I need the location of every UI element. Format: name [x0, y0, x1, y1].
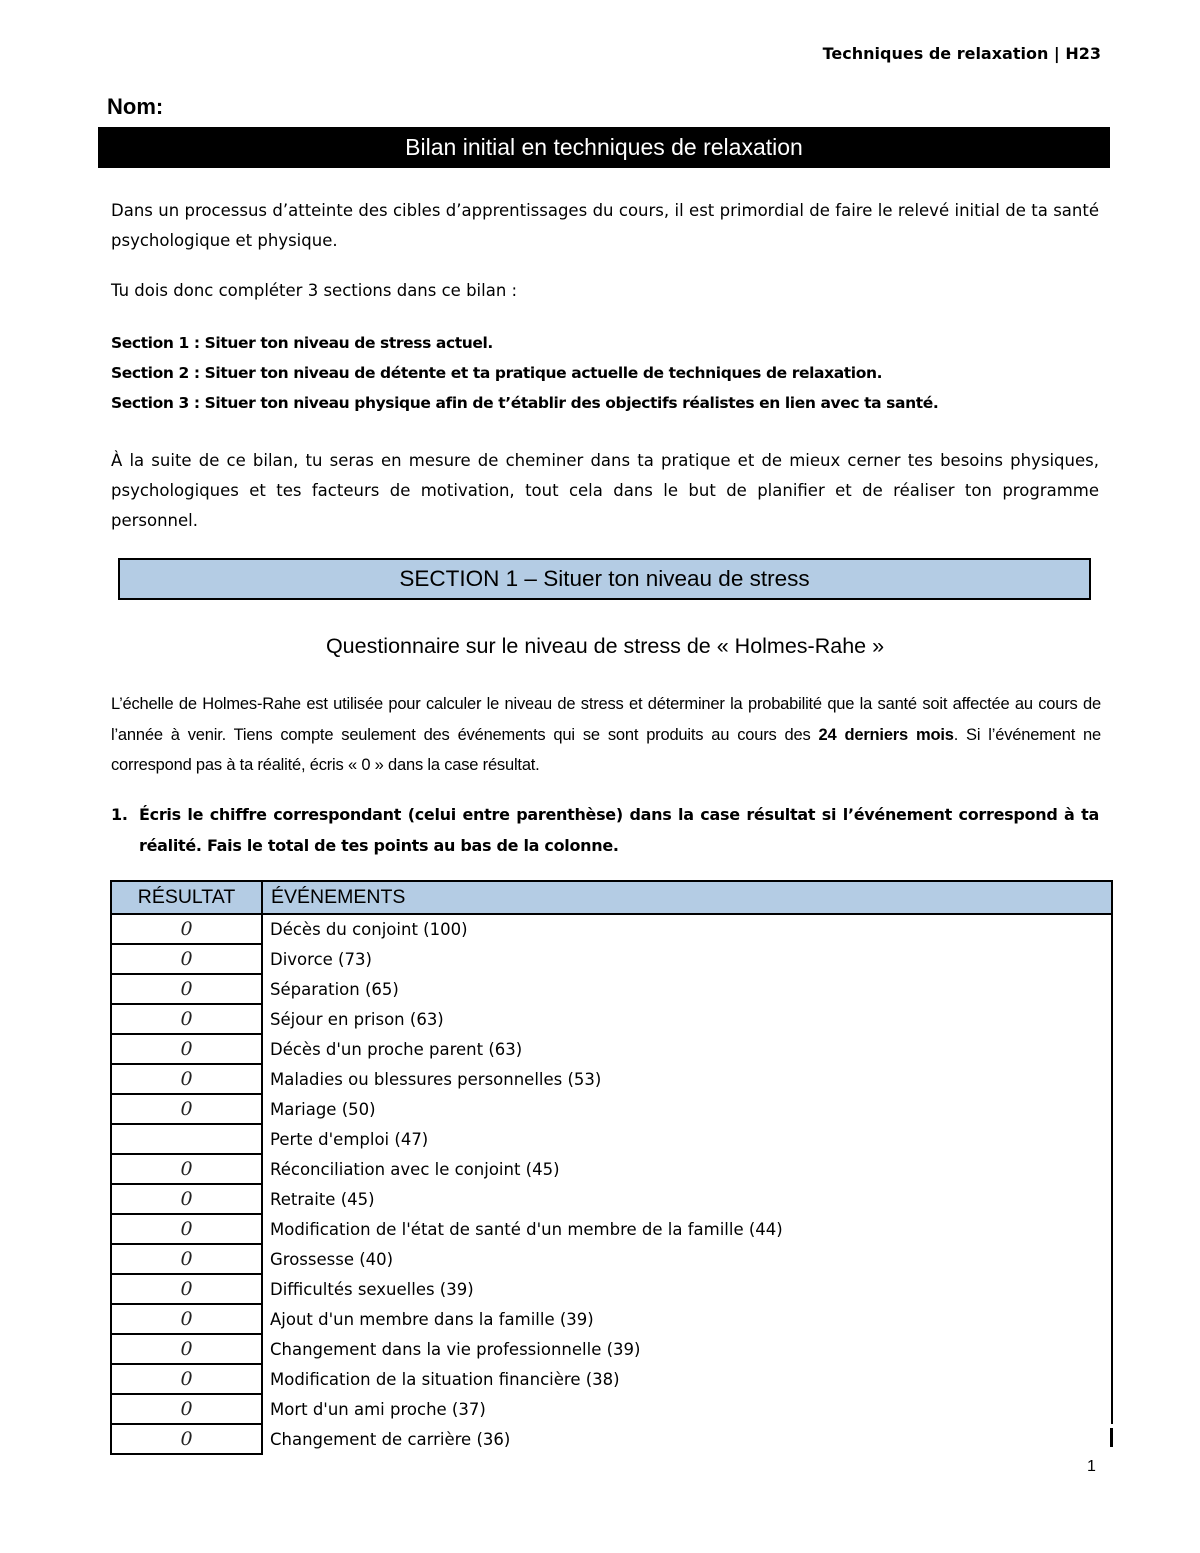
event-cell: Grossesse (40): [262, 1244, 1112, 1274]
intro-paragraph-1: Dans un processus d’atteinte des cibles d’apprentissages du cours, il est primordial de faire le relevé initial de ta santé psychologique et physique.: [111, 201, 1099, 250]
event-cell: Décès d'un proche parent (63): [262, 1034, 1112, 1064]
table-header-row: [111, 881, 1112, 914]
instruction-text: Écris le chiffre correspondant (celui entre parenthèse) dans la case résultat si l’événement correspond à ta réalité. Fais le total de tes points au bas de la colonne.: [139, 805, 1099, 855]
page-number: 1: [1087, 1458, 1096, 1475]
intro-paragraph-2: Tu dois donc compléter 3 sections dans ce bilan :: [111, 281, 518, 300]
section-item-1: Section 1 : Situer ton niveau de stress actuel.: [111, 334, 493, 352]
event-cell: Difficultés sexuelles (39): [262, 1274, 1112, 1304]
table-row: [111, 1034, 1112, 1064]
result-cell[interactable]: 0: [111, 1184, 262, 1214]
result-cell[interactable]: 0: [111, 1214, 262, 1244]
table-row: [111, 1184, 1112, 1214]
event-cell: Séparation (65): [262, 974, 1112, 1004]
event-cell: Séjour en prison (63): [262, 1004, 1112, 1034]
event-cell: Changement de carrière (36): [270, 1429, 511, 1449]
result-cell[interactable]: 0: [111, 944, 262, 974]
event-cell: Ajout d'un membre dans la famille (39): [262, 1304, 1112, 1334]
column-header-events: ÉVÉNEMENTS: [262, 881, 1112, 914]
result-cell[interactable]: 0: [111, 1394, 262, 1424]
result-cell[interactable]: 0: [111, 1304, 262, 1334]
table-row: [111, 1244, 1112, 1274]
questionnaire-title: Questionnaire sur le niveau de stress de « Holmes-Rahe »: [325, 634, 885, 658]
scale-text-part-1: L’échelle de Holmes-Rahe est utilisée pour calculer le niveau de stress et déterminer la probabilité que la santé soit affectée au cours de l’année à venir. Tiens compte seulement des événements qui se sont produits au cours des: [111, 695, 1101, 744]
table-row: [111, 1334, 1112, 1364]
result-cell[interactable]: 0: [111, 1364, 262, 1394]
event-cell: Mariage (50): [262, 1094, 1112, 1124]
event-cell: Retraite (45): [262, 1184, 1112, 1214]
table-row: [111, 944, 1112, 974]
event-cell: Mort d'un ami proche (37): [262, 1394, 1112, 1424]
event-cell: Changement dans la vie professionnelle (39): [262, 1334, 1112, 1364]
table-row: [111, 1424, 1112, 1454]
event-cell: Perte d'emploi (47): [262, 1124, 1112, 1154]
running-header: Techniques de relaxation | H23: [822, 44, 1101, 63]
events-table-body: [111, 914, 1112, 1454]
table-row: [111, 1154, 1112, 1184]
result-cell[interactable]: 0: [111, 1274, 262, 1304]
event-cell: Divorce (73): [262, 944, 1112, 974]
table-row: [111, 1364, 1112, 1394]
event-cell: Décès du conjoint (100): [262, 914, 1112, 944]
table-row: [111, 1274, 1112, 1304]
table-row: [111, 1124, 1112, 1154]
table-row: [111, 974, 1112, 1004]
result-cell[interactable]: 0: [111, 1424, 262, 1454]
table-row: [111, 1394, 1112, 1424]
result-cell[interactable]: 0: [111, 1064, 262, 1094]
scale-text-emphasis: 24 derniers mois: [818, 725, 954, 744]
result-cell[interactable]: 0: [111, 1034, 262, 1064]
result-cell[interactable]: 0: [111, 1094, 262, 1124]
section-item-2: Section 2 : Situer ton niveau de détente et ta pratique actuelle de techniques de relaxation.: [111, 364, 883, 382]
instruction-item: [111, 800, 1099, 861]
name-field-label: Nom:: [107, 94, 164, 119]
table-row: [111, 1214, 1112, 1244]
result-cell[interactable]: 0: [111, 914, 262, 944]
result-cell[interactable]: 0: [111, 974, 262, 1004]
table-row: [111, 1064, 1112, 1094]
section-item-3: Section 3 : Situer ton niveau physique afin de t’établir des objectifs réalistes en lien avec ta santé.: [111, 394, 939, 412]
table-border-stub: [1110, 1428, 1113, 1447]
table-row: [111, 914, 1112, 944]
document-title: Bilan initial en techniques de relaxation: [98, 127, 1110, 168]
result-cell[interactable]: 0: [111, 1004, 262, 1034]
event-cell: Modification de l'état de santé d'un membre de la famille (44): [262, 1214, 1112, 1244]
result-cell[interactable]: 0: [111, 1244, 262, 1274]
section-1-header: SECTION 1 – Situer ton niveau de stress: [118, 558, 1091, 600]
sections-list: [111, 328, 1111, 418]
result-cell[interactable]: [111, 1124, 262, 1154]
instruction-number: 1.: [111, 805, 128, 824]
scale-description: [111, 689, 1101, 781]
intro-paragraph-3: À la suite de ce bilan, tu seras en mesure de cheminer dans ta pratique et de mieux cerner tes besoins physiques, psychologiques et tes facteurs de motivation, tout cela dans le but de planifier et de réaliser ton programme personnel.: [111, 451, 1099, 530]
events-table: [110, 880, 1113, 1455]
column-header-result: RÉSULTAT: [111, 881, 262, 914]
event-cell: Réconciliation avec le conjoint (45): [262, 1154, 1112, 1184]
event-cell: Modification de la situation financière (38): [262, 1364, 1112, 1394]
scale-text-part-2: . Si l’événement ne correspond pas à ta réalité, écris « 0 » dans la case résultat.: [111, 725, 1102, 774]
table-row: [111, 1094, 1112, 1124]
table-row: [111, 1304, 1112, 1334]
event-cell: Maladies ou blessures personnelles (53): [262, 1064, 1112, 1094]
result-cell[interactable]: 0: [111, 1154, 262, 1184]
table-row: [111, 1004, 1112, 1034]
result-cell[interactable]: 0: [111, 1334, 262, 1364]
